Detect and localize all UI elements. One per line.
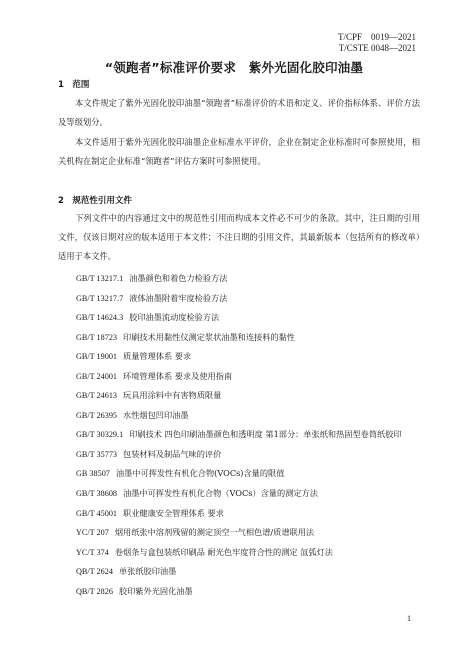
references-intro-paragraph: 下列文件中的内容通过文中的规范性引用而构成本文件必不可少的条款。其中，注日期的引用文件，仅该日期对应的版本适用于本文件；不注日期的引用文件，其最新版本（包括所有的修改单）适用于本文件。	[58, 213, 420, 261]
reference-code: YC/T 207	[76, 528, 109, 538]
reference-code: GB/T 26395	[76, 410, 118, 420]
page-number: 1	[407, 614, 411, 623]
scope-paragraph-1: 本文件规定了紫外光固化胶印油墨“领跑者”标准评价的术语和定义、评价指标体系、评价方法及等级划分。	[58, 98, 420, 127]
reference-item	[76, 484, 402, 504]
reference-title: 液体油墨附着牢度检验方法	[129, 292, 228, 303]
reference-title: 包装材料及制品气味的评价	[123, 448, 222, 459]
reference-code: GB/T 13217.7	[76, 293, 124, 303]
reference-code: GB/T 38608	[76, 489, 118, 499]
standard-code-cste: T/CSTE 0048—2021	[338, 43, 416, 53]
reference-title: 玩具用涂料中有害物质限量	[123, 390, 222, 401]
reference-item	[76, 386, 402, 406]
reference-title: 油墨中可挥发性有机化合物(VOCs)含量的限值	[115, 468, 285, 479]
reference-item	[76, 445, 402, 465]
reference-code: GB/T 24613	[76, 391, 118, 401]
reference-title: 水性烟包凹印油墨	[123, 409, 189, 420]
reference-item	[76, 562, 402, 582]
section-heading-scope: 1 范围	[58, 80, 90, 90]
reference-item	[76, 464, 402, 484]
reference-code: YC/T 374	[76, 547, 109, 557]
reference-item	[76, 425, 402, 445]
reference-title: 胶印油墨流动度检验方法	[129, 312, 220, 323]
document-codes	[338, 32, 416, 54]
reference-item	[76, 504, 402, 524]
reference-code: QB/T 2826	[76, 586, 113, 596]
reference-code: QB/T 2624	[76, 567, 113, 577]
reference-code: GB/T 30329.1	[76, 430, 124, 440]
reference-item	[76, 582, 402, 602]
reference-item	[76, 328, 402, 348]
section-heading-normative-references: 2 规范性引用文件	[58, 196, 132, 206]
reference-item	[76, 367, 402, 387]
reference-code: GB/T 18723	[76, 332, 118, 342]
reference-item	[76, 523, 402, 543]
reference-item	[76, 289, 402, 309]
reference-item	[76, 543, 402, 563]
reference-item	[76, 308, 402, 328]
reference-title: 印刷技术 四色印刷油墨颜色和透明度 第1部分：单张纸和热固型卷筒纸胶印	[129, 429, 402, 440]
reference-item	[76, 406, 402, 426]
standard-code-cpf: T/CPF 0019—2021	[337, 32, 416, 42]
reference-code: GB/T 13217.1	[76, 274, 124, 283]
reference-title: 职业健康安全管理体系 要求	[123, 507, 224, 518]
reference-item	[76, 269, 402, 289]
reference-title: 环境管理体系 要求及使用指南	[123, 370, 233, 381]
reference-code: GB/T 35773	[76, 449, 118, 459]
reference-title: 胶印紫外光固化油墨	[118, 585, 193, 596]
document-title: “领跑者”标准评价要求 紫外光固化胶印油墨	[104, 60, 364, 75]
reference-title: 烟用纸张中溶剂残留的测定顶空一气相色谱/质谱联用法	[114, 527, 315, 538]
reference-item	[76, 347, 402, 367]
reference-title: 印刷技术用黏性仪测定浆状油墨和连接料的黏性	[123, 331, 295, 342]
reference-code: GB 38507	[76, 469, 110, 479]
reference-title: 单张纸胶印油墨	[118, 566, 177, 577]
scope-paragraph-2: 本文件适用于紫外光固化胶印油墨企业标准水平评价，企业在制定企业标准时可参照使用，相关机构在制定企业标准“领跑者”评估方案时可参照使用。	[58, 137, 420, 166]
reference-title: 质量管理体系 要求	[123, 351, 192, 362]
reference-code: GB/T 14624.3	[76, 313, 124, 323]
reference-title: 油墨颜色和着色力检验方法	[129, 273, 228, 283]
reference-title: 油墨中可挥发性有机化合物（VOCs）含量的测定方法	[123, 488, 318, 499]
reference-code: GB/T 24001	[76, 371, 118, 381]
reference-code: GB/T 45001	[76, 508, 118, 518]
reference-code: GB/T 19001	[76, 352, 118, 362]
reference-title: 卷烟条与盒包装纸印刷品 耐光色牢度符合性的测定 氙弧灯法	[114, 546, 333, 557]
reference-list	[76, 269, 402, 601]
